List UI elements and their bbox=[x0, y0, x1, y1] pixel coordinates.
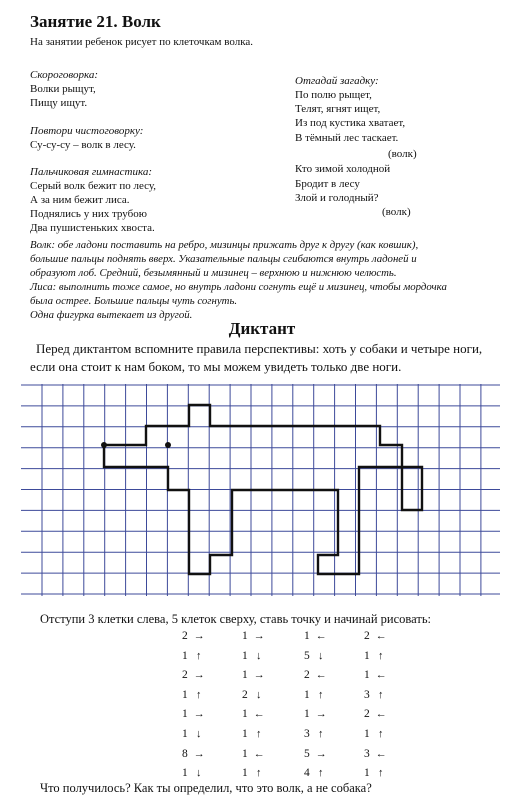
direction-arrow-icon: ↑ bbox=[318, 767, 324, 780]
command-cell bbox=[364, 669, 386, 681]
gym-note-line: Одна фигурка вытекает из другой. bbox=[30, 309, 193, 321]
command-steps: 2 bbox=[242, 688, 248, 701]
finger-gym-label: Пальчиковая гимнастика: bbox=[30, 166, 152, 178]
direction-arrow-icon: ↑ bbox=[196, 649, 202, 662]
command-cell bbox=[304, 767, 326, 779]
direction-arrow-icon: ↑ bbox=[318, 728, 324, 740]
command-cell bbox=[364, 708, 386, 720]
riddle-line: По полю рыщет, bbox=[295, 89, 372, 101]
command-steps: 1 bbox=[364, 767, 370, 780]
gym-note-line: Лиса: выполнить тоже самое, но внутрь ладони согнуть ещё и мизинец, чтобы мордочка bbox=[30, 281, 447, 293]
command-steps: 1 bbox=[304, 708, 310, 721]
command-steps: 1 bbox=[242, 747, 248, 760]
command-cell bbox=[304, 748, 326, 760]
command-steps: 1 bbox=[364, 649, 370, 662]
command-cell bbox=[182, 767, 204, 779]
command-cell bbox=[364, 767, 386, 779]
command-steps: 1 bbox=[242, 630, 248, 642]
direction-arrow-icon: ← bbox=[375, 669, 387, 682]
page-subtitle: На занятии ребенок рисует по клеточкам волка. bbox=[30, 36, 254, 48]
direction-arrow-icon: → bbox=[253, 630, 265, 642]
pure-talk-line: Су-су-су – волк в лесу. bbox=[30, 139, 136, 151]
direction-arrow-icon: ← bbox=[253, 708, 265, 721]
command-cell bbox=[182, 669, 204, 681]
command-cell bbox=[182, 708, 204, 720]
command-steps: 3 bbox=[304, 728, 310, 740]
command-cell bbox=[182, 728, 204, 740]
command-steps: 2 bbox=[364, 630, 370, 642]
command-cell bbox=[242, 728, 264, 740]
riddle-line: Из под кустика хватает, bbox=[295, 117, 406, 129]
finger-gym-line: А за ним бежит лиса. bbox=[30, 194, 130, 206]
direction-arrow-icon: ← bbox=[315, 630, 327, 642]
dictation-intro: Перед диктантом вспомните правила перспективы: хоть у собаки и четыре ноги, если она стоит к нам боком, то мы можем увидеть только две ноги. bbox=[30, 341, 483, 374]
command-cell bbox=[242, 689, 264, 701]
riddle-label: Отгадай загадку: bbox=[295, 75, 379, 87]
command-steps: 1 bbox=[304, 688, 310, 701]
finger-gym-line: Два пушистеньких хвоста. bbox=[30, 222, 155, 234]
command-steps: 5 bbox=[304, 747, 310, 760]
tongue-twister-line: Пищу ищут. bbox=[30, 97, 88, 109]
page-title: Занятие 21. Волк bbox=[30, 12, 161, 31]
command-cell bbox=[242, 630, 264, 642]
tongue-twister-label: Скороговорка: bbox=[30, 69, 99, 81]
command-steps: 4 bbox=[304, 767, 310, 780]
command-steps: 5 bbox=[304, 649, 310, 662]
command-steps: 2 bbox=[364, 708, 370, 721]
direction-arrow-icon: ↓ bbox=[256, 688, 262, 701]
gym-note-line: была острее. Большие пальцы чуть согнуть. bbox=[30, 295, 238, 307]
direction-arrow-icon: ↑ bbox=[378, 767, 384, 780]
command-cell bbox=[364, 630, 386, 642]
command-cell bbox=[304, 669, 326, 681]
direction-arrow-icon: ↓ bbox=[196, 767, 202, 780]
direction-arrow-icon: ↓ bbox=[318, 649, 324, 662]
command-steps: 1 bbox=[182, 649, 188, 662]
command-cell bbox=[182, 650, 204, 662]
gym-note-line: Волк: обе ладони поставить на ребро, мизинцы прижать друг к другу (как ковшик), bbox=[30, 239, 419, 251]
direction-arrow-icon: ↑ bbox=[318, 688, 324, 701]
command-steps: 1 bbox=[182, 728, 188, 740]
command-steps: 1 bbox=[304, 630, 310, 642]
command-cell bbox=[242, 748, 264, 760]
command-steps: 1 bbox=[242, 767, 248, 780]
direction-arrow-icon: ↓ bbox=[196, 728, 202, 740]
command-cell bbox=[364, 689, 386, 701]
command-steps: 3 bbox=[364, 747, 370, 760]
tongue-twister-line: Волки рыщут, bbox=[30, 83, 96, 95]
direction-arrow-icon: → bbox=[315, 747, 327, 760]
eye-dot bbox=[165, 442, 171, 448]
direction-arrow-icon: ↑ bbox=[378, 688, 384, 701]
command-cell bbox=[304, 708, 326, 720]
command-steps: 1 bbox=[242, 728, 248, 740]
riddle-line: Телят, ягнят ищет, bbox=[295, 103, 381, 115]
direction-arrow-icon: ← bbox=[315, 669, 327, 682]
riddle-line: Бродит в лесу bbox=[295, 178, 360, 190]
riddle-line: Кто зимой холодной bbox=[295, 163, 391, 175]
direction-arrow-icon: ← bbox=[375, 747, 387, 760]
command-steps: 2 bbox=[182, 630, 188, 642]
direction-arrow-icon: → bbox=[315, 708, 327, 721]
riddle-answer: (волк) bbox=[382, 206, 411, 218]
command-cell bbox=[242, 708, 264, 720]
riddle-line: Злой и голодный? bbox=[295, 192, 379, 204]
direction-arrow-icon: ↑ bbox=[196, 688, 202, 701]
direction-arrow-icon: → bbox=[193, 747, 205, 760]
command-cell bbox=[304, 689, 326, 701]
command-cell bbox=[182, 689, 204, 701]
direction-arrow-icon: → bbox=[193, 669, 205, 682]
direction-arrow-icon: ↑ bbox=[378, 728, 384, 740]
direction-arrow-icon: ↓ bbox=[256, 649, 262, 662]
direction-arrow-icon: → bbox=[253, 669, 265, 682]
gym-note-line: большие пальцы поднять вверх. Указательные пальцы сгибаются внутрь ладоней и bbox=[30, 253, 417, 265]
command-steps: 1 bbox=[364, 669, 370, 682]
final-question: Что получилось? Как ты определил, что это волк, а не собака? bbox=[40, 781, 372, 795]
command-cell bbox=[364, 650, 386, 662]
command-cell bbox=[304, 630, 326, 642]
dictation-title: Диктант bbox=[228, 319, 296, 338]
gym-note-line: образуют лоб. Средний, безымянный и мизинец – верхнюю и нижнюю челюсть. bbox=[30, 267, 397, 279]
command-steps: 1 bbox=[182, 767, 188, 780]
command-cell bbox=[182, 748, 204, 760]
instruction: Отступи 3 клетки слева, 5 клеток сверху, ставь точку и начинай рисовать: bbox=[40, 612, 432, 626]
direction-arrow-icon: ← bbox=[375, 630, 387, 642]
direction-arrow-icon: → bbox=[193, 630, 205, 642]
command-cell bbox=[242, 767, 264, 779]
command-steps: 1 bbox=[242, 669, 248, 682]
command-steps: 3 bbox=[364, 688, 370, 701]
direction-arrow-icon: ← bbox=[253, 747, 265, 760]
finger-gym-line: Серый волк бежит по лесу, bbox=[30, 180, 156, 192]
command-steps: 1 bbox=[182, 688, 188, 701]
finger-gym-line: Поднялись у них трубою bbox=[30, 208, 147, 220]
command-cell bbox=[304, 728, 326, 740]
direction-arrow-icon: → bbox=[193, 708, 205, 721]
command-steps: 1 bbox=[182, 708, 188, 721]
command-cell bbox=[364, 748, 386, 760]
command-cell bbox=[242, 669, 264, 681]
command-steps: 1 bbox=[242, 708, 248, 721]
command-steps: 1 bbox=[242, 649, 248, 662]
direction-arrow-icon: ↑ bbox=[378, 649, 384, 662]
pure-talk-label: Повтори чистоговорку: bbox=[30, 125, 144, 137]
direction-arrow-icon: ↑ bbox=[256, 728, 262, 740]
direction-arrow-icon: ← bbox=[375, 708, 387, 721]
command-cell bbox=[304, 650, 326, 662]
direction-arrow-icon: ↑ bbox=[256, 767, 262, 780]
command-steps: 1 bbox=[364, 728, 370, 740]
command-steps: 2 bbox=[182, 669, 188, 682]
command-steps: 8 bbox=[182, 747, 188, 760]
riddle-answer: (волк) bbox=[388, 148, 417, 160]
start-dot bbox=[101, 442, 107, 448]
command-steps: 2 bbox=[304, 669, 310, 682]
command-cell bbox=[364, 728, 386, 740]
command-cell bbox=[242, 650, 264, 662]
riddle-line: В тёмный лес таскает. bbox=[295, 132, 399, 144]
command-cell bbox=[182, 630, 204, 642]
